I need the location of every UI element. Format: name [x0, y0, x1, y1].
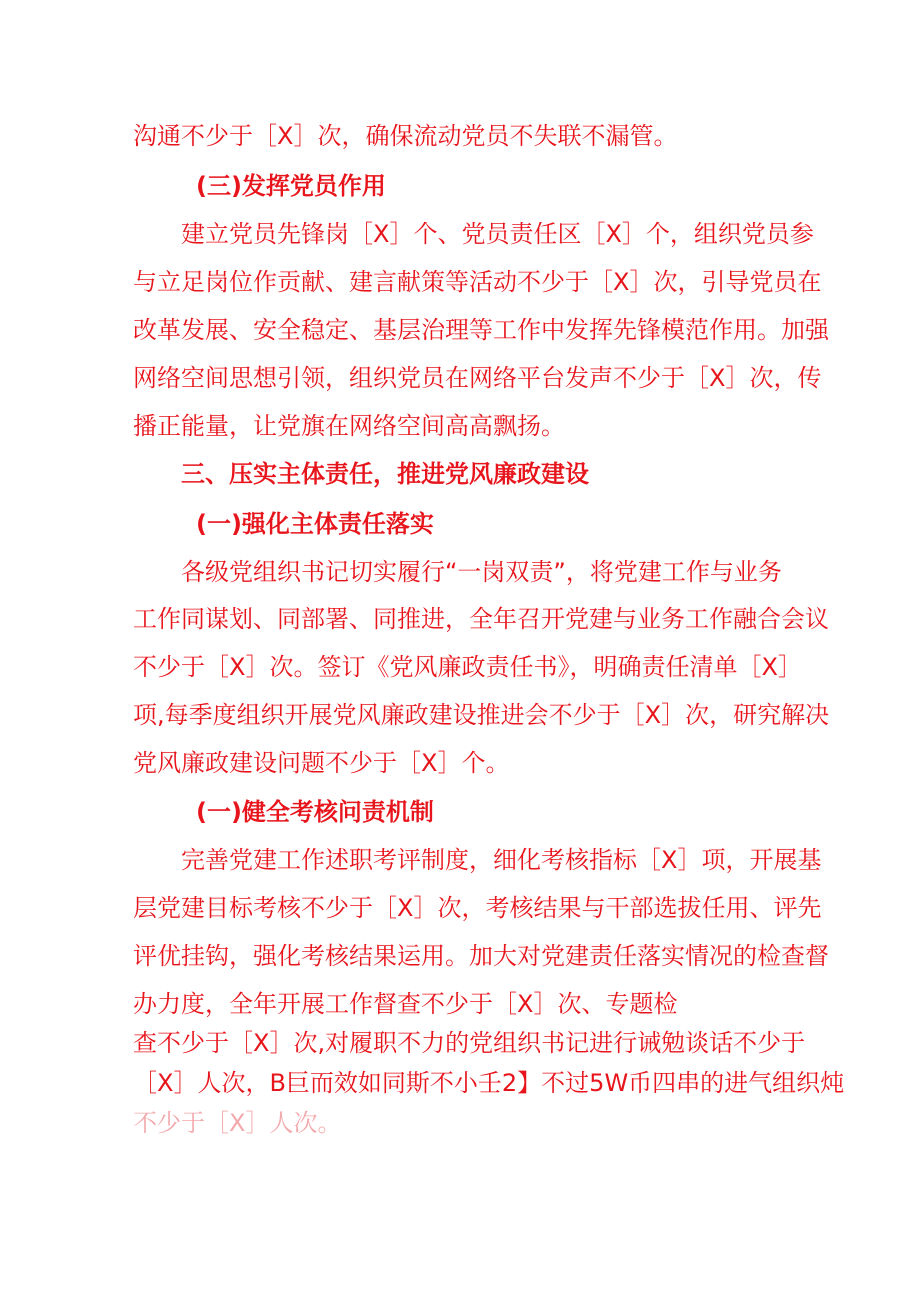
section-heading-1b: (一)健全考核问责机制 [196, 798, 434, 826]
paragraph-line-5: 网络空间思想引领，组织党员在网络平台发声不少于［X］次，传 [133, 364, 822, 392]
paragraph-line-2: 建立党员先锋岗［X］个、党员责任区［X］个，组织党员参 [181, 220, 814, 248]
paragraph-line-17: ［X］人次，B巨而效如同斯不小壬2】不过5W币四串的进气组织炖 [133, 1069, 845, 1097]
paragraph-line-14: 评优挂钩，强化考核结果运用。加大对党建责任落实情况的检查督 [133, 942, 829, 970]
paragraph-line-12: 完善党建工作述职考评制度，细化考核指标［X］项，开展基 [181, 846, 822, 874]
paragraph-line-10: 项,每季度组织开展党风廉政建设推进会不少于［X］次，研究解决 [133, 701, 830, 729]
paragraph-line-8: 工作同谋划、同部署、同推进，全年召开党建与业务工作融合会议 [133, 605, 829, 633]
paragraph-line-18: 不少于［X］人次。 [133, 1109, 342, 1137]
paragraph-line-1: 沟通不少于［X］次，确保流动党员不失联不漏管。 [133, 122, 678, 150]
paragraph-line-13: 层党建目标考核不少于［X］次，考核结果与干部选拔任用、评先 [133, 894, 822, 922]
paragraph-line-3: 与立足岗位作贡献、建言献策等活动不少于［X］次，引导党员在 [133, 268, 822, 296]
paragraph-line-9: 不少于［X］次。签订《党风廉政责任书》，明确责任清单［X］ [133, 653, 802, 681]
section-heading-1: (一)强化主体责任落实 [196, 510, 434, 538]
chapter-heading-3: 三、压实主体责任，推进党风廉政建设 [181, 460, 589, 488]
section-heading-3: (三)发挥党员作用 [196, 172, 386, 200]
paragraph-line-16: 查不少于［X］次,对履职不力的党组织书记进行诫勉谈话不少于 [133, 1029, 806, 1057]
paragraph-line-4: 改革发展、安全稳定、基层治理等工作中发挥先锋模范作用。加强 [133, 316, 829, 344]
paragraph-line-7: 各级党组织书记切实履行“一岗双责”，将党建工作与业务 [181, 558, 782, 586]
paragraph-line-15: 办力度，全年开展工作督查不少于［X］次、专题检 [133, 990, 678, 1018]
paragraph-line-11: 党风廉政建设问题不少于［X］个。 [133, 749, 510, 777]
paragraph-line-6: 播正能量，让党旗在网络空间高高飘扬。 [133, 412, 565, 440]
